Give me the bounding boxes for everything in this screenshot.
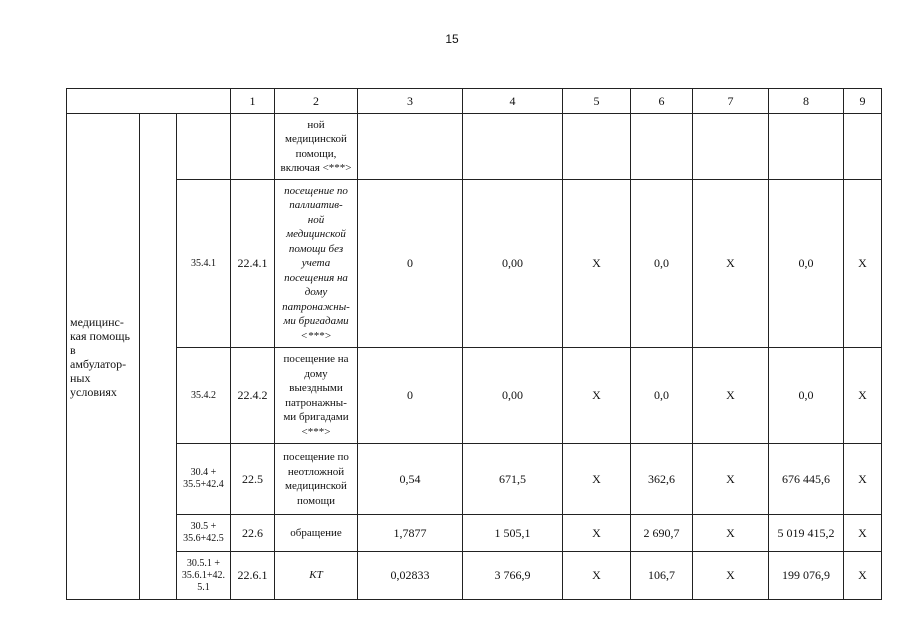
table-row xyxy=(67,180,882,348)
cell-3: 0,02833 xyxy=(358,552,463,600)
cell-9: X xyxy=(844,552,882,600)
cell-7: X xyxy=(693,348,769,444)
row-desc xyxy=(275,444,358,515)
row-code xyxy=(177,552,231,600)
row-code xyxy=(177,444,231,515)
row-code xyxy=(177,515,231,552)
cell-6: 106,7 xyxy=(631,552,693,600)
header-col-6: 6 xyxy=(631,89,693,114)
cell-7: X xyxy=(693,180,769,348)
cell-4: 0,00 xyxy=(463,180,563,348)
header-col-2: 2 xyxy=(275,89,358,114)
row-num: 22.4.1 xyxy=(231,180,275,348)
cell-4: 671,5 xyxy=(463,444,563,515)
cell-7 xyxy=(693,114,769,180)
header-col-7: 7 xyxy=(693,89,769,114)
header-col-9: 9 xyxy=(844,89,882,114)
cell-9: X xyxy=(844,444,882,515)
cell-5: X xyxy=(563,444,631,515)
cell-8: 0,0 xyxy=(769,180,844,348)
row-code: 35.4.2 xyxy=(177,348,231,444)
cell-8 xyxy=(769,114,844,180)
cell-5: X xyxy=(563,180,631,348)
row-num xyxy=(231,114,275,180)
table-row xyxy=(67,515,882,552)
cell-6: 0,0 xyxy=(631,348,693,444)
blank-col xyxy=(140,114,177,600)
row-num: 22.6 xyxy=(231,515,275,552)
cell-5: X xyxy=(563,552,631,600)
row-desc-text: обращение xyxy=(290,526,342,539)
row-num: 22.5 xyxy=(231,444,275,515)
cell-9 xyxy=(844,114,882,180)
row-group-label xyxy=(67,114,140,600)
table-row xyxy=(67,444,882,515)
table-row xyxy=(67,114,882,180)
row-desc xyxy=(275,552,358,600)
cell-4: 1 505,1 xyxy=(463,515,563,552)
row-desc xyxy=(275,348,358,444)
cell-3: 0 xyxy=(358,348,463,444)
cell-5 xyxy=(563,114,631,180)
page-number: 15 xyxy=(445,32,459,46)
table-row xyxy=(67,348,882,444)
row-desc-text: посещение по неотложной медицинской помощи xyxy=(283,451,349,507)
row-code-text: 30.5.1 + 35.6.1+42. 5.1 xyxy=(181,557,226,593)
row-desc xyxy=(275,180,358,348)
cell-7: X xyxy=(693,444,769,515)
row-num: 22.4.2 xyxy=(231,348,275,444)
cell-5: X xyxy=(563,348,631,444)
header-col-8: 8 xyxy=(769,89,844,114)
row-desc-text: ной медицинской помощи, включая <***> xyxy=(280,118,352,174)
cell-3 xyxy=(358,114,463,180)
cell-4: 0,00 xyxy=(463,348,563,444)
cell-4 xyxy=(463,114,563,180)
row-num: 22.6.1 xyxy=(231,552,275,600)
cell-6: 0,0 xyxy=(631,180,693,348)
header-col-4: 4 xyxy=(463,89,563,114)
cell-8: 676 445,6 xyxy=(769,444,844,515)
cell-9: X xyxy=(844,515,882,552)
cell-3: 1,7877 xyxy=(358,515,463,552)
cell-8: 5 019 415,2 xyxy=(769,515,844,552)
row-group-label-text: медицинс- кая помощь в амбулатор- ных условиях xyxy=(70,314,130,399)
row-desc-text: посещение на дому выездными патронажны- ми бригадами <***> xyxy=(283,353,349,438)
cell-9: X xyxy=(844,180,882,348)
row-desc-text: КТ xyxy=(309,569,323,582)
cell-6: 362,6 xyxy=(631,444,693,515)
header-col-1: 1 xyxy=(231,89,275,114)
cell-9: X xyxy=(844,348,882,444)
cell-7: X xyxy=(693,552,769,600)
row-code-text: 30.5 + 35.6+42.5 xyxy=(183,521,224,544)
cell-6 xyxy=(631,114,693,180)
header-col-3: 3 xyxy=(358,89,463,114)
data-table xyxy=(66,88,882,600)
cell-4: 3 766,9 xyxy=(463,552,563,600)
row-desc xyxy=(275,515,358,552)
cell-7: X xyxy=(693,515,769,552)
row-code-text: 30.4 + 35.5+42.4 xyxy=(183,467,224,490)
row-code: 35.4.1 xyxy=(177,180,231,348)
cell-3: 0,54 xyxy=(358,444,463,515)
row-desc xyxy=(275,114,358,180)
row-desc-text: посещение по паллиатив- ной медицинской помощи без учета посещения на дому патронажны- ми бригадами <***> xyxy=(282,184,350,342)
header-row xyxy=(67,89,882,114)
cell-8: 0,0 xyxy=(769,348,844,444)
cell-6: 2 690,7 xyxy=(631,515,693,552)
table-row xyxy=(67,552,882,600)
header-col-5: 5 xyxy=(563,89,631,114)
header-blank xyxy=(67,89,231,114)
row-code xyxy=(177,114,231,180)
cell-8: 199 076,9 xyxy=(769,552,844,600)
cell-5: X xyxy=(563,515,631,552)
cell-3: 0 xyxy=(358,180,463,348)
